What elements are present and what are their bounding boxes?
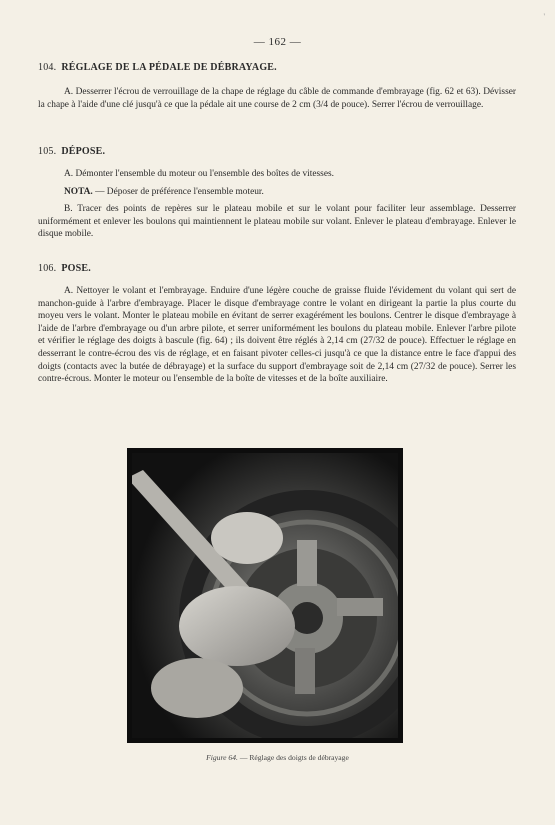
page-number: — 162 — (253, 36, 302, 48)
section-title: DÉPOSE. (61, 146, 106, 157)
section-title: RÉGLAGE DE LA PÉDALE DE DÉBRAYAGE. (61, 62, 277, 73)
corner-mark: ' (543, 12, 545, 21)
section-105-heading (38, 146, 105, 157)
nota-text: — Déposer de préférence l'ensemble moteur. (95, 187, 264, 197)
figure-label: Figure 64. (206, 753, 238, 762)
figure-caption (0, 753, 555, 762)
figure-64-photo (127, 448, 403, 743)
section-104-paragraph-a: A. Desserrer l'écrou de verrouillage de la chape de réglage du câble de commande d'embrayage (fig. 62 et 63). Dévisser la chape à l'aide d'une clé jusqu'à ce que la pédale ait une course de 2 cm (3/4 de pouce). Serrer l'écrou de verrouillage. (38, 87, 516, 110)
section-number: 105. (38, 146, 57, 157)
figure-caption-text: — Réglage des doigts de débrayage (239, 753, 349, 762)
section-106-paragraph-a: A. Nettoyer le volant et l'embrayage. Enduire d'une légère couche de graisse fluide l'évidement du volant qui sert de manchon-guide à l'arbre d'embrayage. Placer le disque d'embrayage contre le volant en dirigeant la partie la plus courte du moyeu vers le volant. Monter le plateau mobile en évitant de serrer exagérément les boulons. Centrer le disque d'embrayage à l'aide de l'arbre d'embrayage ou d'un arbre pilote, et serrer uniformément les boulons du plateau mobile. Enlever l'arbre pilote et vérifier le réglage des doigts à bascule (fig. 64) ; ils doivent être réglés à 2,14 cm (27/32 de pouce). Effectuer le réglage en desserrant le contre-écrou des vis de réglage, et en faisant pivoter celles-ci jusqu'à ce que la distance entre le face d'appui des doigts (contacts avec la butée de débrayage) et la surface du support d'embrayage soit de 2,14 cm (27/32 de pouce). Serrer les contre-écrous. Monter le moteur ou l'ensemble de la boîte de vitesses et de la boîte auxiliaire. (38, 286, 516, 385)
section-105-paragraph-a: A. Démonter l'ensemble du moteur ou l'ensemble des boîtes de vitesses. (64, 169, 334, 179)
section-104-heading (38, 62, 277, 73)
section-105-nota (38, 186, 516, 199)
section-number: 106. (38, 263, 57, 274)
nota-label: NOTA. (64, 187, 93, 197)
section-105-paragraph-b: B. Tracer des points de repères sur le plateau mobile et sur le volant pour faciliter leur assemblage. Desserrer uniformément et enlever les boulons qui maintiennent le plateau mobile sur volant. Enlever le plateau d'embrayage. Enlever le disque mobile. (38, 204, 516, 240)
section-106-heading (38, 263, 91, 274)
section-number: 104. (38, 62, 57, 73)
clutch-adjustment-photo (127, 448, 403, 743)
section-title: POSE. (61, 263, 91, 274)
